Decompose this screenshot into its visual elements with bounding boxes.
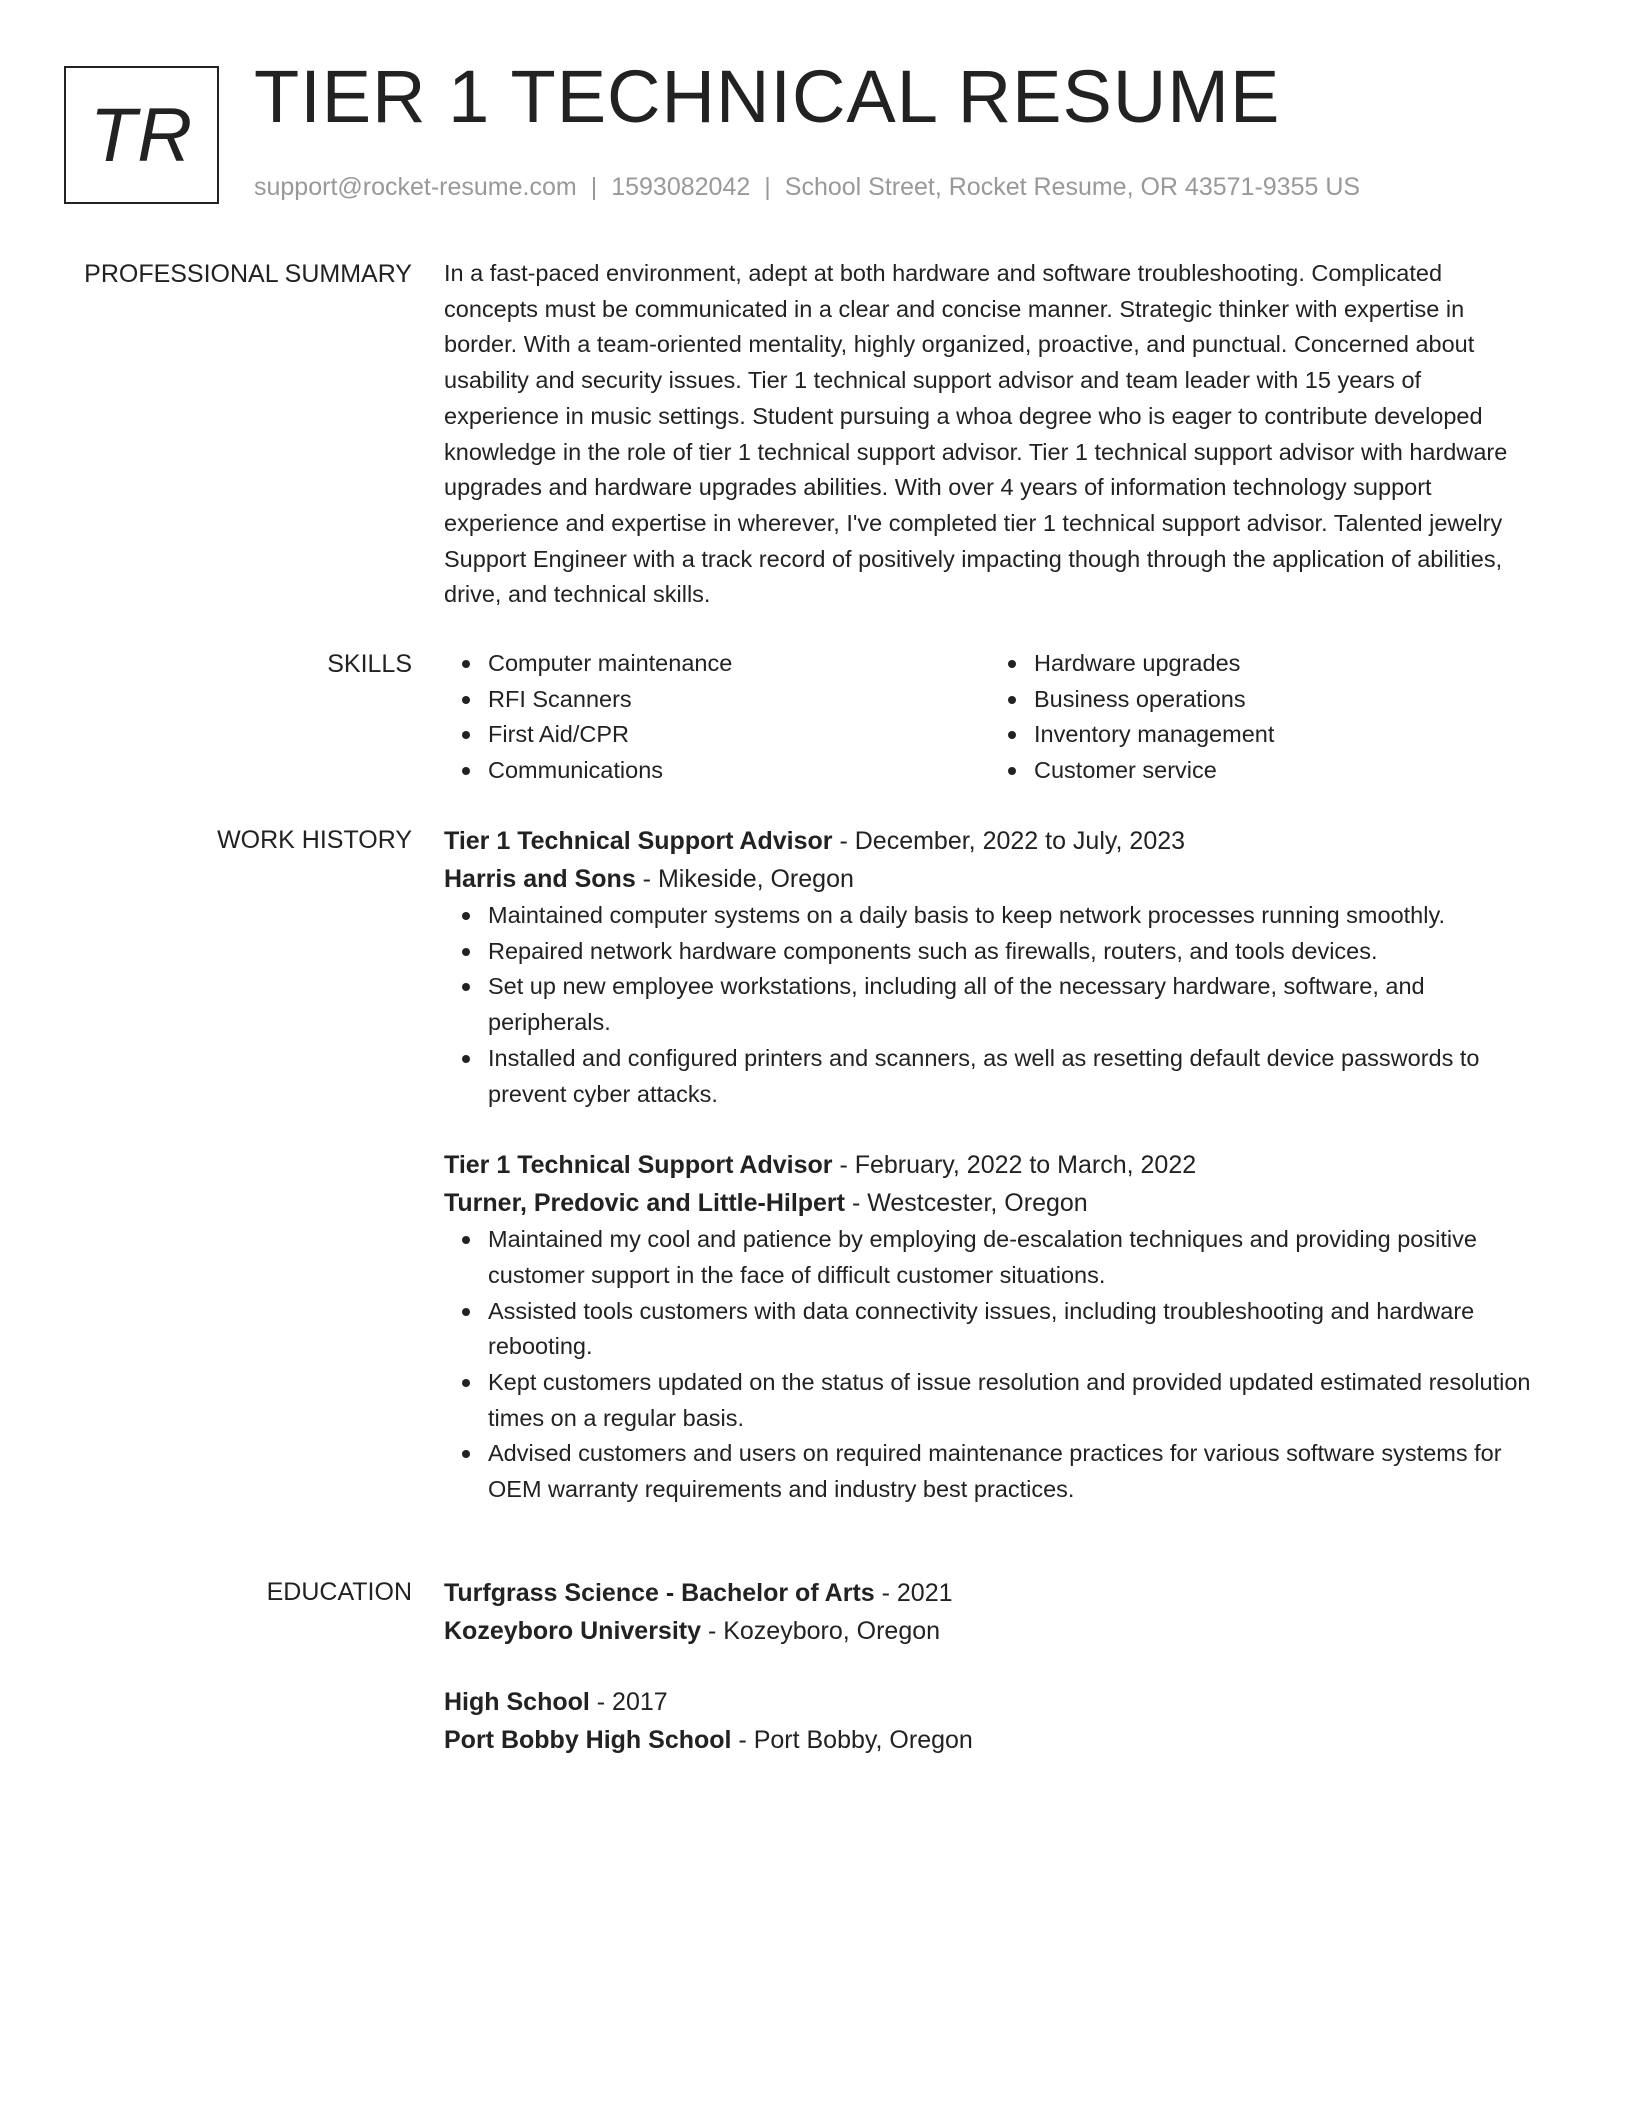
job-company: Harris and Sons: [444, 865, 636, 893]
education-degree-line: [444, 1574, 1542, 1612]
skills-list-right: [990, 646, 1542, 789]
work-history-body: [444, 822, 1542, 1508]
education-school-line: [444, 1721, 1542, 1759]
education-body: [444, 1574, 1542, 1759]
job-duty: Set up new employee workstations, including all of the necessary hardware, software, and peripherals.: [488, 969, 1542, 1040]
contact-separator: |: [590, 173, 598, 201]
education-school: Kozeyboro University: [444, 1617, 702, 1645]
job-company-line: [444, 1184, 1542, 1222]
job-location: - Mikeside, Oregon: [635, 865, 854, 893]
job-title-line: [444, 822, 1542, 860]
skill-item: Hardware upgrades: [1034, 646, 1542, 682]
skill-item: Computer maintenance: [488, 646, 990, 682]
summary-text: In a fast-paced environment, adept at both hardware and software troubleshooting. Complicated concepts must be communicated in a clear and concise manner. Strategic thinker with expertise in border. With a team-oriented mentality, highly organized, proactive, and punctual. Concerned about usability and security issues. Tier 1 technical support advisor and team leader with 15 years of experience in music settings. Student pursuing a whoa degree who is eager to contribute developed knowledge in the role of tier 1 technical support advisor. Tier 1 technical support advisor with hardware upgrades and hardware upgrades abilities. With over 4 years of information technology support experience and expertise in wherever, I've completed tier 1 technical support advisor. Talented jewelry Support Engineer with a track record of positively impacting though through the application of abilities, drive, and technical skills.: [444, 260, 1508, 608]
contact-email: support@rocket-resume.com: [254, 173, 577, 201]
education-entry: [444, 1574, 1542, 1650]
skills-list-left: [444, 646, 990, 789]
skill-item: RFI Scanners: [488, 682, 990, 718]
skill-item: Customer service: [1034, 753, 1542, 789]
skills-label: SKILLS: [327, 650, 412, 678]
education-degree: Turfgrass Science - Bachelor of Arts: [444, 1579, 875, 1607]
job-duty: Maintained my cool and patience by employing de-escalation techniques and providing positive customer support in the face of difficult customer situations.: [488, 1222, 1542, 1293]
work-history-label: WORK HISTORY: [217, 826, 412, 854]
monogram-initials: TR: [89, 92, 194, 178]
contact-phone: 1593082042: [611, 173, 751, 201]
job-duties-list: [444, 898, 1542, 1112]
job-duty: Assisted tools customers with data connectivity issues, including troubleshooting and hardware rebooting.: [488, 1294, 1542, 1365]
job-duty: Installed and configured printers and scanners, as well as resetting default device passwords to prevent cyber attacks.: [488, 1041, 1542, 1112]
skill-item: First Aid/CPR: [488, 717, 990, 753]
job-company-line: [444, 860, 1542, 898]
job-duty: Maintained computer systems on a daily basis to keep network processes running smoothly.: [488, 898, 1542, 934]
skill-item: Communications: [488, 753, 990, 789]
education-location: - Port Bobby, Oregon: [731, 1726, 973, 1754]
education-year: - 2021: [874, 1579, 953, 1607]
summary-label: PROFESSIONAL SUMMARY: [84, 260, 412, 288]
skills-grid: [444, 646, 1542, 789]
summary-body: [444, 256, 1542, 613]
education-school: Port Bobby High School: [444, 1726, 732, 1754]
job-company: Turner, Predovic and Little-Hilpert: [444, 1189, 845, 1218]
job-title: Tier 1 Technical Support Advisor: [444, 1151, 833, 1180]
job-dates: - February, 2022 to March, 2022: [832, 1151, 1197, 1180]
resume-title: TIER 1 TECHNICAL RESUME: [254, 55, 1281, 138]
contact-address: School Street, Rocket Resume, OR 43571-9355 US: [784, 173, 1361, 201]
job-location: - Westcester, Oregon: [845, 1189, 1088, 1218]
job-dates: - December, 2022 to July, 2023: [832, 827, 1186, 855]
education-location: - Kozeyboro, Oregon: [701, 1617, 941, 1645]
contact-line: [254, 173, 1360, 202]
job-title-line: [444, 1146, 1542, 1184]
job-duty: Advised customers and users on required maintenance practices for various software systems for OEM warranty requirements and industry best practices.: [488, 1436, 1542, 1507]
job-duty: Kept customers updated on the status of issue resolution and provided updated estimated resolution times on a regular basis.: [488, 1365, 1542, 1436]
monogram-box: [64, 66, 219, 204]
job-title: Tier 1 Technical Support Advisor: [444, 827, 833, 855]
education-degree-line: [444, 1683, 1542, 1721]
job-entry: [444, 822, 1542, 1112]
contact-separator: |: [764, 173, 771, 201]
job-duty: Repaired network hardware components such as firewalls, routers, and tools devices.: [488, 934, 1542, 970]
job-entry: [444, 1146, 1542, 1508]
education-label: EDUCATION: [266, 1578, 412, 1606]
education-entry: [444, 1683, 1542, 1759]
skill-item: Inventory management: [1034, 717, 1542, 753]
job-duties-list: [444, 1222, 1542, 1508]
education-degree: High School: [444, 1688, 590, 1716]
education-year: - 2017: [589, 1688, 668, 1716]
skill-item: Business operations: [1034, 682, 1542, 718]
education-school-line: [444, 1612, 1542, 1650]
